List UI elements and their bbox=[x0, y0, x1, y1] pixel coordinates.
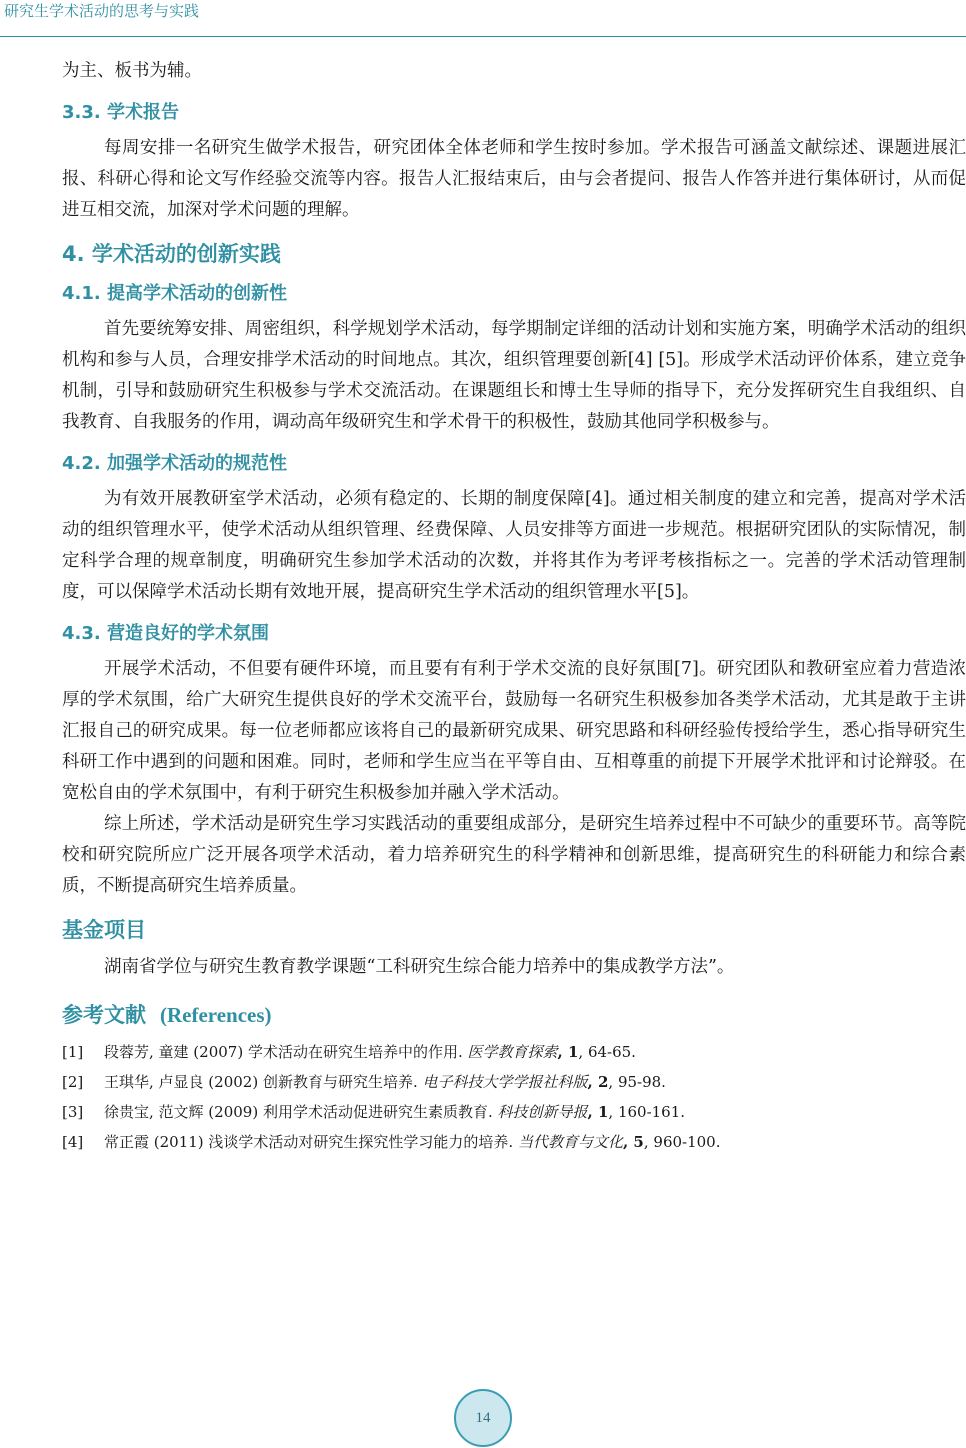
funding-text: 湖南省学位与研究生教育教学课题“工科研究生综合能力培养中的集成教学方法”。 bbox=[104, 957, 735, 977]
reference-journal: 科技创新导报 bbox=[497, 1103, 588, 1121]
paragraph-continuation: 为主、板书为辅。 bbox=[62, 61, 202, 81]
section-heading-4-3: 4.3. 营造良好的学术氛围 bbox=[62, 623, 269, 644]
reference-journal: 当代教育与文化 bbox=[517, 1133, 623, 1151]
reference-number: [3] bbox=[62, 1103, 84, 1121]
references-heading bbox=[62, 1001, 966, 1029]
header-divider bbox=[0, 36, 966, 37]
references-heading-en: (References) bbox=[160, 1003, 272, 1027]
reference-item bbox=[62, 1097, 966, 1127]
reference-text: 王琪华, 卢显良 (2002) 创新教育与研究生培养. 电子科技大学学报社科版, 2, 95-98. bbox=[104, 1073, 666, 1091]
running-title: 研究生学术活动的思考与实践 bbox=[4, 2, 200, 20]
reference-number: [2] bbox=[62, 1073, 84, 1091]
paragraph-conclusion: 综上所述，学术活动是研究生学习实践活动的重要组成部分，是研究生培养过程中不可缺少的重要环节。高等院校和研究院所应广泛开展各项学术活动，着力培养研究生的科学精神和创新思维，提高研究生的科研能力和综合素质，不断提高研究生培养质量。 bbox=[62, 814, 966, 896]
section-heading-4: 4. 学术活动的创新实践 bbox=[62, 242, 281, 266]
paragraph-atmosphere: 开展学术活动，不但要有硬件环境，而且要有有利于学术交流的良好氛围[7]。研究团队和教研室应着力营造浓厚的学术氛围，给广大研究生提供良好的学术交流平台，鼓励每一名研究生积极参加各类学术活动，尤其是敢于主讲汇报自己的研究成果。每一位老师都应该将自己的最新研究成果、研究思路和科研经验传授给学生，悉心指导研究生科研工作中遇到的问题和困难。同时，老师和学生应当在平等自由、互相尊重的前提下开展学术批评和讨论辩驳。在宽松自由的学术氛围中，有利于研究生积极参加并融入学术活动。 bbox=[62, 659, 966, 803]
reference-volume: , 1 bbox=[587, 1103, 609, 1121]
reference-volume: , 1 bbox=[557, 1043, 579, 1061]
reference-journal: 医学教育探索 bbox=[467, 1043, 558, 1061]
reference-item bbox=[62, 1127, 966, 1157]
section-heading-4-1: 4.1. 提高学术活动的创新性 bbox=[62, 283, 287, 304]
reference-text: 徐贵宝, 范文辉 (2009) 利用学术活动促进研究生素质教育. 科技创新导报, 1, 160-161. bbox=[104, 1103, 686, 1121]
paragraph-innovation: 首先要统筹安排、周密组织，科学规划学术活动，每学期制定详细的活动计划和实施方案，明确学术活动的组织机构和参与人员，合理安排学术活动的时间地点。其次，组织管理要创新[4] [5]。形成学术活动评价体系，建立竞争机制，引导和鼓励研究生积极参与学术交流活动。在课题组长和博士生导师的指导下，充分发挥研究生自我组织、自我教育、自我服务的作用，调动高年级研究生和学术骨干的积极性，鼓励其他同学积极参与。 bbox=[62, 319, 966, 432]
reference-number: [1] bbox=[62, 1043, 84, 1061]
section-heading-3-3: 3.3. 学术报告 bbox=[62, 102, 179, 123]
references-heading-zh: 参考文献 bbox=[62, 1003, 146, 1027]
reference-volume: , 2 bbox=[587, 1073, 609, 1091]
reference-volume: , 5 bbox=[622, 1133, 644, 1151]
page-header bbox=[0, 0, 966, 37]
article-body bbox=[62, 56, 966, 1157]
reference-number: [4] bbox=[62, 1133, 84, 1151]
funding-heading: 基金项目 bbox=[62, 918, 146, 942]
reference-item bbox=[62, 1037, 966, 1067]
paragraph-academic-report: 每周安排一名研究生做学术报告，研究团体全体老师和学生按时参加。学术报告可涵盖文献综述、课题进展汇报、科研心得和论文写作经验交流等内容。报告人汇报结束后，由与会者提问、报告人作答并进行集体研讨，从而促进互相交流，加深对学术问题的理解。 bbox=[62, 138, 966, 220]
reference-item bbox=[62, 1067, 966, 1097]
page-number-badge: 14 bbox=[454, 1389, 512, 1447]
paragraph-standardization: 为有效开展教研室学术活动，必须有稳定的、长期的制度保障[4]。通过相关制度的建立和完善，提高对学术活动的组织管理水平，使学术活动从组织管理、经费保障、人员安排等方面进一步规范。根据研究团队的实际情况，制定科学合理的规章制度，明确研究生参加学术活动的次数，并将其作为考评考核指标之一。完善的学术活动管理制度，可以保障学术活动长期有效地开展，提高研究生学术活动的组织管理水平[5]。 bbox=[62, 489, 966, 602]
reference-text: 常正霞 (2011) 浅谈学术活动对研究生探究性学习能力的培养. 当代教育与文化, 5, 960-100. bbox=[104, 1133, 721, 1151]
reference-journal: 电子科技大学学报社科版 bbox=[422, 1073, 588, 1091]
section-heading-4-2: 4.2. 加强学术活动的规范性 bbox=[62, 453, 287, 474]
reference-text: 段蓉芳, 童建 (2007) 学术活动在研究生培养中的作用. 医学教育探索, 1, 64-65. bbox=[104, 1043, 636, 1061]
